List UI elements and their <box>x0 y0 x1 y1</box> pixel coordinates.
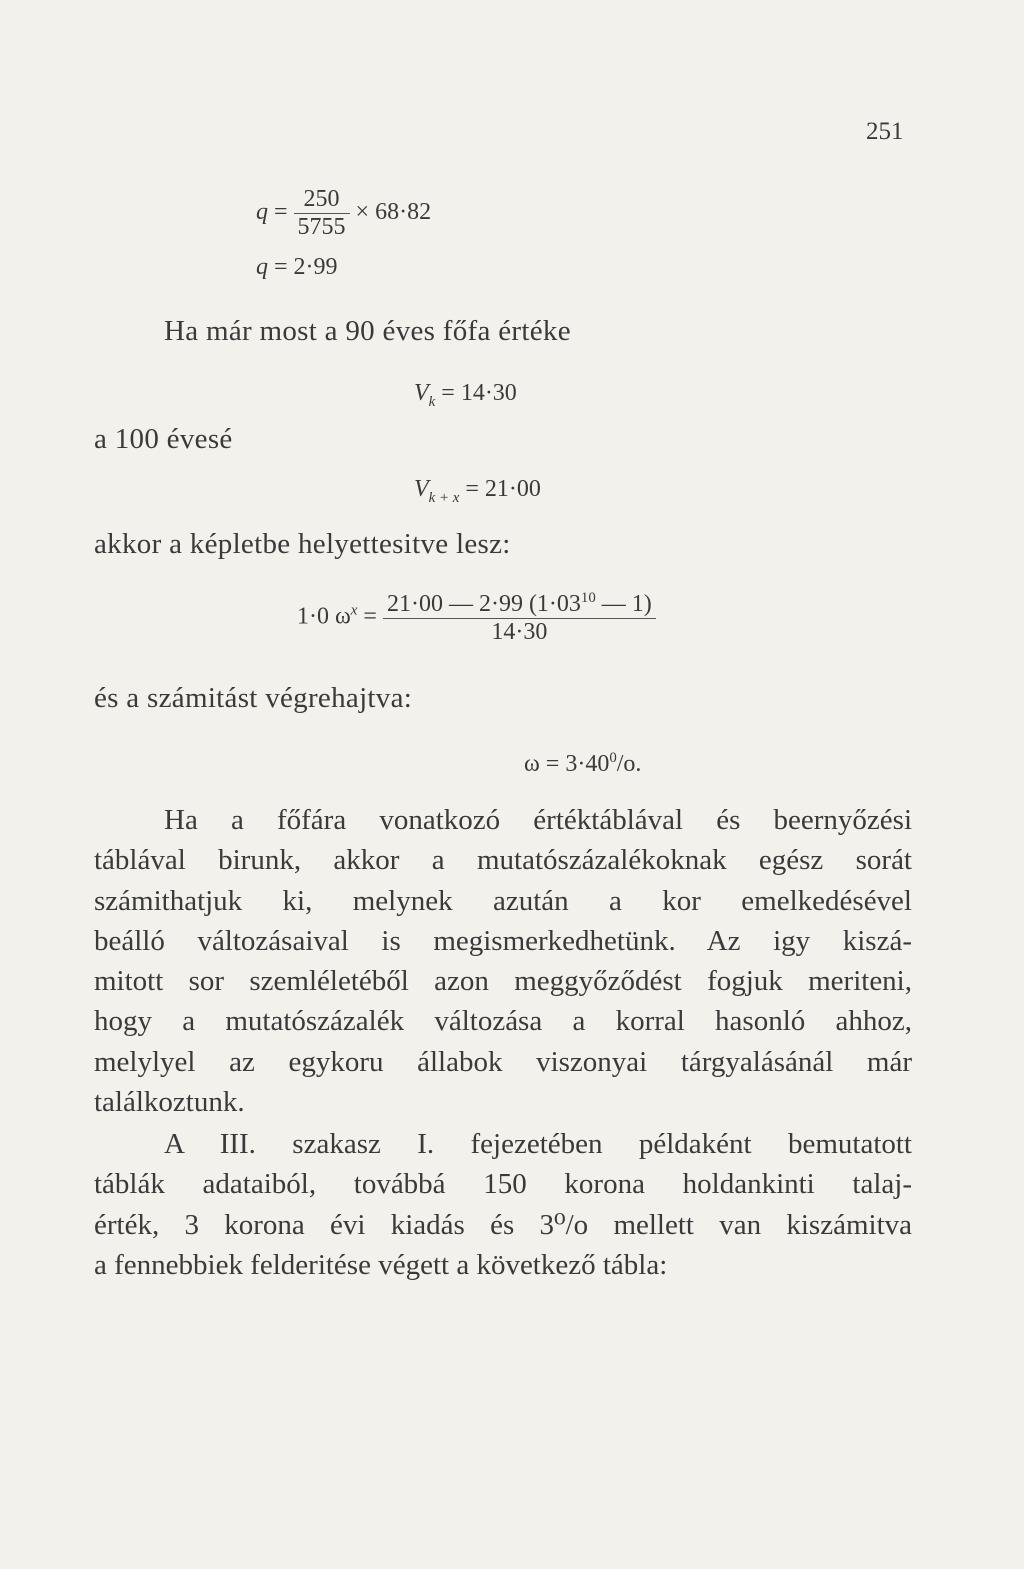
text-line-1: Ha már most a 90 éves főfa értéke <box>164 315 571 347</box>
paragraph-1-line: mitott sor szemléletéből azon meggyőződést fogjuk meriteni, <box>94 965 912 998</box>
text-line-3: akkor a képletbe helyettesitve lesz: <box>94 528 511 560</box>
growth-numerator-end: — 1) <box>595 591 652 617</box>
vk-subscript: k <box>428 393 436 410</box>
equation-q-result <box>256 254 338 281</box>
vkx-subscript: k + x <box>428 489 460 506</box>
paragraph-2 <box>94 1124 912 1285</box>
eq-q-result-value: = 2·99 <box>274 254 338 280</box>
equation-vkx <box>414 476 541 507</box>
eq-q-fraction <box>294 186 350 241</box>
eq-q-numerator: 250 <box>294 186 350 214</box>
vkx-symbol: V <box>414 476 429 502</box>
omega-unit-sup: 0 <box>609 750 617 766</box>
text-line-2: a 100 évesé <box>94 423 233 455</box>
paragraph-2-line: érték, 3 korona évi kiadás és 3⁰/o mellett van kiszámitva <box>94 1208 912 1241</box>
paragraph-1-line: hogy a mutatószázalék változása a korral hasonló ahhoz, <box>94 1005 912 1038</box>
growth-lhs: 1·0 ω <box>297 603 351 630</box>
equation-growth <box>297 590 656 646</box>
paragraph-1-line: számithatjuk ki, melynek azután a kor emelkedésével <box>94 884 912 917</box>
growth-numerator <box>383 590 656 619</box>
eq-q-denominator: 5755 <box>297 214 346 240</box>
omega-unit-end: /o. <box>616 751 642 777</box>
growth-numerator-exponent: 10 <box>580 590 596 606</box>
paragraph-1 <box>94 800 912 1122</box>
eq-q-lhs: q <box>256 199 268 226</box>
paragraph-1-line: táblával birunk, akkor a mutatószázalékoknak egész sorát <box>94 844 912 877</box>
paragraph-1-line: beálló változásaival is megismerkedhetünk. Az igy kiszá- <box>94 924 912 957</box>
text-line-4: és a számitást végrehajtva: <box>94 682 413 714</box>
growth-lhs-exponent: x <box>350 602 358 619</box>
paragraph-1-line: melylyel az egykoru állabok viszonyai tárgyalásánál már <box>94 1045 912 1078</box>
equation-omega <box>524 750 641 778</box>
paragraph-1-line: találkoztunk. <box>94 1086 245 1119</box>
page-number: 251 <box>866 118 904 145</box>
equation-q: q = $\frac{250}{5755}$ × 68·82 <box>256 186 432 240</box>
growth-fraction <box>383 590 656 646</box>
growth-numerator-main: 21·00 — 2·99 (1·03 <box>386 591 581 617</box>
vkx-value: = 21·00 <box>465 476 541 502</box>
vk-value: = 14·30 <box>441 380 517 406</box>
growth-denominator: 14·30 <box>491 619 548 645</box>
paragraph-2-line: a fennebbiek felderitése végett a következő tábla: <box>94 1248 668 1281</box>
eq-q-times: × 68·82 <box>355 199 432 226</box>
eq-q-result-lhs: q <box>256 254 268 280</box>
vk-symbol: V <box>414 380 429 406</box>
equation-vk <box>414 380 517 411</box>
growth-equals: = <box>357 603 383 630</box>
paragraph-2-line: A III. szakasz I. fejezetében példaként bemutatott <box>164 1128 912 1160</box>
paragraph-2-line: táblák adataiból, továbbá 150 korona holdankinti talaj- <box>94 1168 912 1201</box>
paragraph-1-line: Ha a főfára vonatkozó értéktáblával és beernyőzési <box>164 804 912 836</box>
omega-value: ω = 3·40 <box>524 751 610 777</box>
